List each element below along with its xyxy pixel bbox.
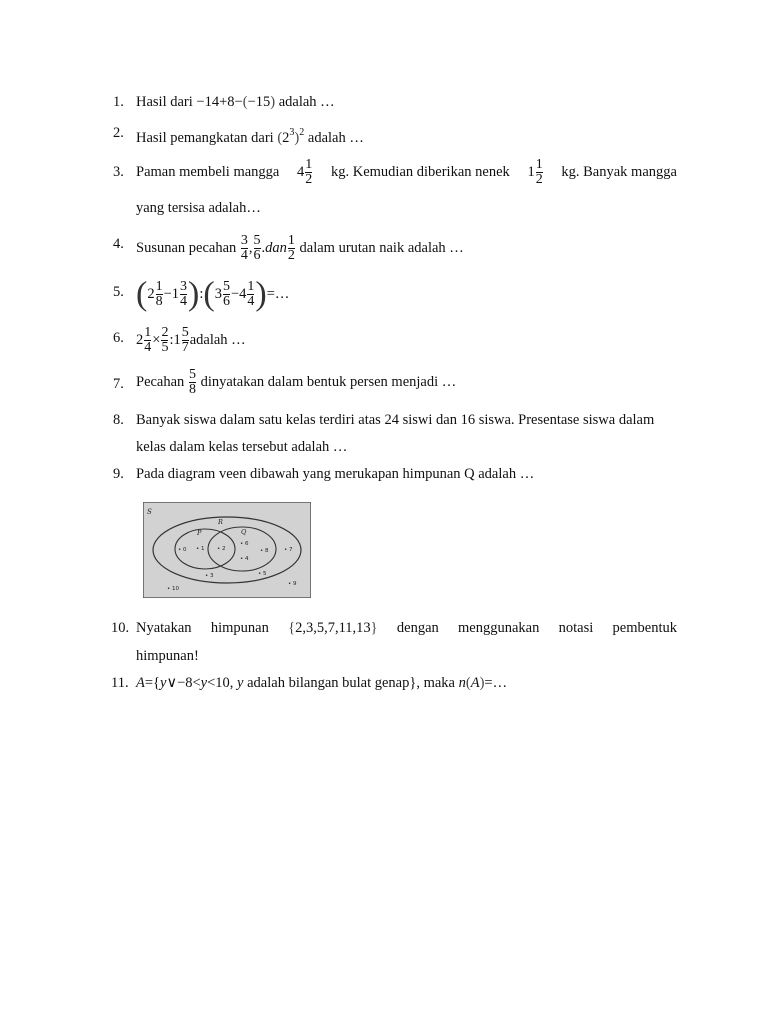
fraction: $\frac{5}{6}$	[222, 279, 230, 309]
math-expression: ∨−8<	[166, 675, 201, 691]
question-8	[113, 410, 677, 460]
question-text: adalah …	[304, 130, 364, 146]
math-expression: <10,	[207, 675, 234, 691]
question-number: 10.	[111, 620, 130, 636]
math-var: A	[470, 675, 480, 691]
math-term: 4	[239, 285, 247, 302]
question-text: kg. Banyak mangga	[561, 164, 677, 180]
question-number: 8.	[113, 412, 124, 428]
math-exponent: 3	[289, 127, 295, 138]
question-7	[113, 366, 677, 400]
question-text: adalah bilangan bulat genap}, maka	[243, 675, 459, 691]
fraction: $\frac{1}{4}$	[144, 325, 152, 355]
question-word: Nyatakan	[136, 620, 192, 636]
question-number: 7.	[113, 376, 124, 392]
question-text: Hasil dari	[136, 94, 197, 110]
label-S: S	[147, 508, 152, 516]
question-number: 5.	[113, 284, 124, 300]
mixed-number: 4 $\frac{1}{2}$	[297, 156, 313, 187]
label-Q: Q	[241, 528, 247, 536]
math-term: 1	[171, 285, 180, 302]
question-word: pembentuk	[612, 620, 677, 636]
question-word: dengan	[396, 620, 439, 636]
question-word: himpunan	[210, 620, 269, 636]
question-text: Hasil pemangkatan dari	[136, 130, 278, 146]
math-term: 3	[214, 285, 222, 302]
element-0: • 0	[178, 547, 187, 553]
element-4: • 4	[240, 556, 249, 562]
question-text: dinyatakan dalam bentuk persen menjadi …	[196, 373, 457, 390]
label-R: R	[218, 518, 223, 526]
math-term: 1	[173, 331, 181, 348]
math-term: 2	[147, 285, 155, 302]
math-var: y	[237, 675, 244, 691]
fraction: $\frac{5}{6}$	[253, 233, 261, 263]
element-7: • 7	[284, 547, 293, 553]
venn-diagram-image	[143, 502, 311, 598]
element-1: • 1	[196, 546, 205, 552]
fraction: $\frac{1}{2}$	[287, 233, 295, 263]
fraction: $\frac{1}{8}$	[155, 279, 163, 309]
question-text: dalam urutan naik adalah …	[295, 239, 464, 256]
question-text: Paman membeli mangga	[136, 164, 280, 180]
question-text: kelas dalam kelas tersebut adalah …	[136, 439, 348, 455]
element-9: • 9	[288, 581, 297, 587]
label-P: P	[197, 529, 202, 537]
fraction: $\frac{5}{8}$	[188, 367, 196, 397]
math-var: n	[458, 675, 466, 691]
mixed-number: 1 $\frac{1}{2}$	[527, 156, 543, 187]
question-word: notasi	[558, 620, 594, 636]
element-5: • 5	[258, 571, 267, 577]
question-text: Susunan pecahan	[136, 239, 240, 256]
set-literal: {2,3,5,7,11,13}	[288, 620, 378, 636]
question-text: =…	[266, 285, 290, 302]
question-number: 1.	[113, 94, 124, 110]
math-var: A	[136, 675, 145, 691]
fraction: $\frac{2}{5}$	[161, 325, 169, 355]
question-5: 5. (2 $\frac{1}{8}$ −1 $\frac{3}{4}$ ):(3 $\frac{5}{6}$ −4 $\frac{1}{4}$ )=…	[113, 275, 290, 313]
math-base: 2	[282, 130, 290, 146]
question-text: adalah …	[275, 94, 335, 110]
question-number: 11.	[111, 675, 129, 691]
question-number: 6.	[113, 330, 124, 346]
question-word: menggunakan	[458, 620, 540, 636]
question-number: 9.	[113, 466, 124, 482]
math-exponent: 2	[299, 127, 305, 138]
element-2: • 2	[217, 546, 226, 552]
element-3: • 3	[205, 573, 214, 579]
question-10	[113, 618, 677, 668]
fraction: $\frac{5}{7}$	[181, 325, 189, 355]
question-text: kg. Kemudian diberikan nenek	[330, 164, 510, 180]
element-6: • 6	[240, 541, 249, 547]
question-text: adalah …	[189, 331, 246, 348]
question-4: 4. Susunan pecahan $\frac{3}{4}$ , $\frac{5}{6}$ .dan $\frac{1}{2}$ dalam urutan naik adalah …	[113, 233, 464, 263]
math-var: y	[160, 675, 167, 691]
element-10: • 10	[167, 586, 179, 592]
question-text: yang tersisa adalah…	[136, 200, 261, 216]
math-expression: −14+8−	[196, 94, 243, 110]
question-6: 6. 2 $\frac{1}{4}$ × $\frac{2}{5}$ :1 $\frac{5}{7}$ adalah …	[113, 325, 246, 355]
question-number: 3.	[113, 164, 124, 180]
element-8: • 8	[260, 548, 269, 554]
fraction: $\frac{3}{4}$	[180, 279, 188, 309]
math-var: y	[200, 675, 208, 691]
fraction: $\frac{1}{4}$	[247, 279, 255, 309]
question-number: 4.	[113, 236, 124, 252]
math-brace: {	[153, 675, 161, 691]
math-term: −15	[247, 94, 271, 110]
question-text: Banyak siswa dalam satu kelas terdiri atas 24 siswi dan 16 siswa. Presentase siswa dalam	[136, 412, 655, 428]
question-text: Pada diagram veen dibawah yang merukapan himpunan Q adalah …	[136, 466, 535, 482]
fraction: $\frac{3}{4}$	[240, 233, 248, 263]
math-term: 2	[136, 331, 144, 348]
math-word: dan	[265, 239, 287, 256]
question-3	[113, 156, 677, 216]
question-number: 2.	[113, 125, 124, 141]
question-text: Pecahan	[136, 373, 188, 390]
math-expression: =…	[484, 675, 508, 691]
question-text: himpunan!	[136, 648, 199, 664]
